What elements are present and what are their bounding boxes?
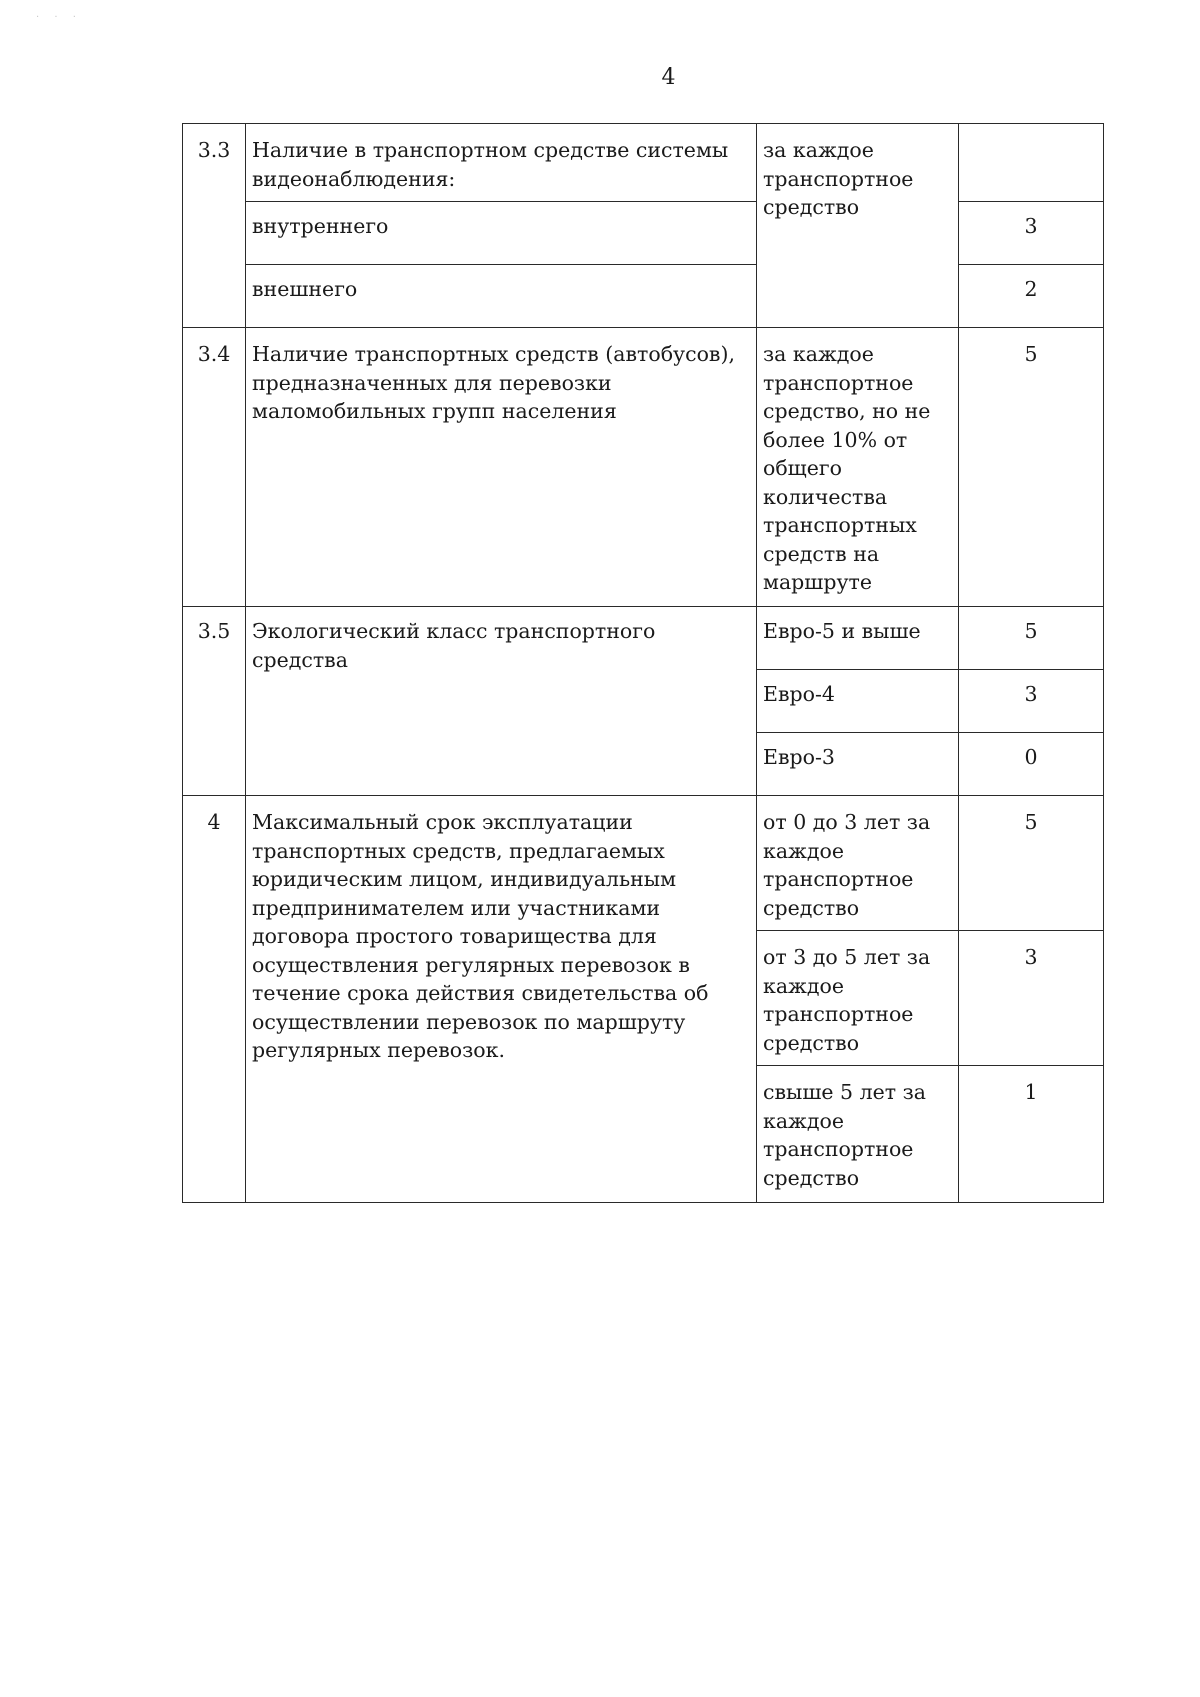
scan-artifact: · · · [36, 12, 82, 23]
table-row [183, 328, 1104, 607]
description-cell: внешнего [246, 265, 757, 328]
description-cell: Наличие транспортных средств (автобусов), предназначенных для перевозки маломобильных групп населения [246, 328, 757, 607]
row-number-cell: 3.5 [183, 607, 246, 796]
row-number-cell: 3.4 [183, 328, 246, 607]
points-cell: 1 [959, 1066, 1104, 1203]
description-cell: Наличие в транспортном средстве системы видеонаблюдения: [246, 124, 757, 202]
condition-cell: за каждое транспортное средство [757, 124, 959, 328]
points-cell: 5 [959, 328, 1104, 607]
description-cell: Экологический класс транспортного средства [246, 607, 757, 796]
condition-cell: Евро-4 [757, 670, 959, 733]
points-cell: 3 [959, 931, 1104, 1066]
page-number: 4 [661, 65, 676, 90]
table-subrow [183, 202, 1104, 265]
points-cell [959, 124, 1104, 202]
points-cell: 0 [959, 733, 1104, 796]
table-row [183, 796, 1104, 931]
description-cell: внутреннего [246, 202, 757, 265]
row-number-cell: 3.3 [183, 124, 246, 328]
points-cell: 3 [959, 202, 1104, 265]
points-cell: 5 [959, 607, 1104, 670]
table-subrow [183, 265, 1104, 328]
condition-cell: от 3 до 5 лет за каждое транспортное средство [757, 931, 959, 1066]
condition-cell: Евро-3 [757, 733, 959, 796]
condition-cell: за каждое транспортное средство, но не более 10% от общего количества транспортных средств на маршруте [757, 328, 959, 607]
points-cell: 5 [959, 796, 1104, 931]
table-row [183, 607, 1104, 670]
row-number-cell: 4 [183, 796, 246, 1203]
points-cell: 2 [959, 265, 1104, 328]
points-cell: 3 [959, 670, 1104, 733]
condition-cell: свыше 5 лет за каждое транспортное средство [757, 1066, 959, 1203]
condition-cell: Евро-5 и выше [757, 607, 959, 670]
condition-cell: от 0 до 3 лет за каждое транспортное средство [757, 796, 959, 931]
description-cell: Максимальный срок эксплуатации транспортных средств, предлагаемых юридическим лицом, индивидуальным предпринимателем или участниками договора простого товарищества для осуществления регулярных перевозок в течение срока действия свидетельства об осуществлении перевозок по маршруту регулярных перевозок. [246, 796, 757, 1203]
table-row [183, 124, 1104, 202]
criteria-table [182, 123, 1104, 1203]
